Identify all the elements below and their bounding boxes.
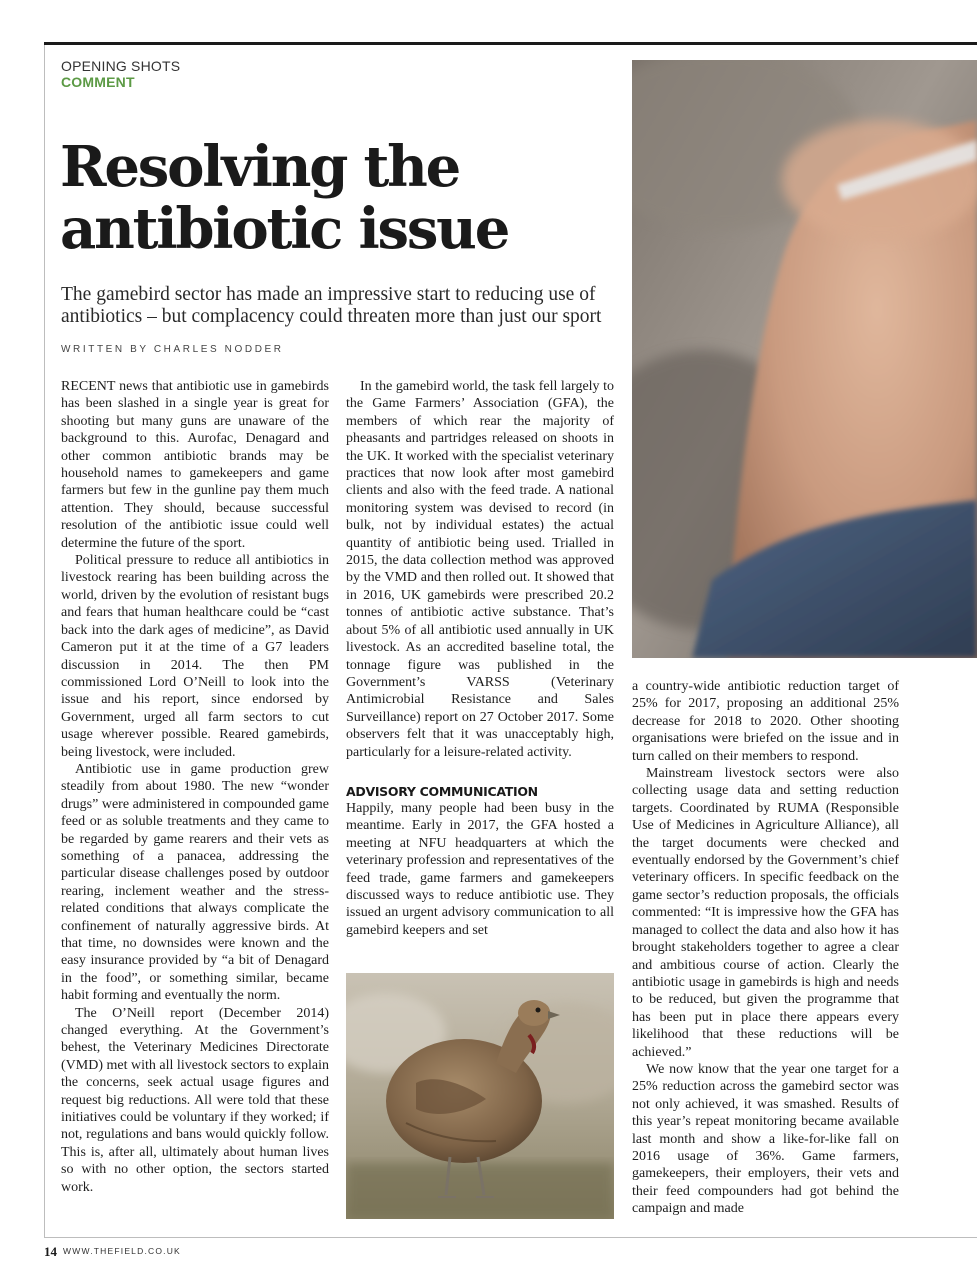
section-header	[61, 58, 180, 90]
page-number: 14	[44, 1244, 57, 1259]
section-sub-label: COMMENT	[61, 74, 135, 90]
paragraph: a country-wide antibiotic reduction target of 25% for 2017, proposing an additional 25% decrease for 2018 to 2020. Other shooting organisations were briefed on the issue and in turn called on their members to respond.	[632, 679, 899, 764]
body-column-2	[346, 378, 614, 939]
paragraph: Political pressure to reduce all antibiotics in livestock rearing has been building across the world, driven by the evolution of resistant bugs and fears that human healthcare could be “cast back into the dark ages of medicine”, as David Cameron put it at the time of a G7 leaders discussion in 2014. The then PM commissioned Lord O’Neill to look into the issue and his report, since endorsed by Government, urged all farm sectors to cut usage wherever possible. Reared gamebirds, being livestock, were included.	[61, 553, 329, 760]
paragraph: The O’Neill report (December 2014) changed everything. At the Government’s behest, the Veterinary Medicines Directorate (VMD) met with all livestock sectors to explain the concerns, seek actual usage figures and request big reductions. All were told that these initiatives could be voluntary if they worked; if not, regulations and bans would quickly follow. This is, after all, ultimately about human lives so with no other option, the sectors started work.	[61, 1005, 329, 1195]
left-margin-rule	[44, 45, 45, 1237]
paragraph: RECENT news that antibiotic use in gamebirds has been slashed in a single year is great for shooting but many guns are unaware of the background to this. Aurofac, Denagard and other common antibiotic brands may be household names to gamekeepers and game farmers but few in the gunline pay them much attention. They should, because successful resolution of the antibiotic issue could well determine the future of the sport.	[61, 379, 329, 551]
section-label: OPENING SHOTS	[61, 58, 181, 74]
top-rule	[44, 42, 977, 45]
hero-photo-hand-with-syringe	[632, 60, 977, 658]
paragraph: We now know that the year one target for a 25% reduction across the gamebird sector was not only achieved, it was smashed. Results of this year’s repeat monitoring became available last month and show a like-for-like fall on 2016 usage of 36%. Game farmers, gamekeepers, their employers, their vets and their feed compounders had got behind the campaign and made	[632, 1061, 899, 1217]
headline-line-2: antibiotic issue	[60, 196, 509, 262]
byline: WRITTEN BY CHARLES NODDER	[61, 344, 284, 355]
footer-website: WWW.THEFIELD.CO.UK	[63, 1246, 181, 1256]
paragraph: Antibiotic use in game production grew steadily from about 1980. The new “wonder drugs” were administered in compounded game feed or as soluble treatments and they came to be regarded by game rearers and their vets as something of a panacea, addressing the particular disease challenges posed by outdoor rearing, inclement weather and the stress-related conditions that always complicate the confinement of naturally aggressive birds. At that time, no downsides were known and the easy insurance provided by “a bit of Denagard in the food”, or something similar, became habit forming and eventually the norm.	[61, 761, 329, 1004]
paragraph: In the gamebird world, the task fell largely to the Game Farmers’ Association (GFA), the members of which rear the majority of pheasants and partridges released on shoots in the UK. It worked with the specialist veterinary practices that now look after most gamebird clients and also with the feed trade. A national monitoring system was devised to record (in bulk, not by individual estates) the actual quantity of antibiotic being used. Trialled in 2015, the data collection method was approved by the VMD and then rolled out. It showed that in 2016, UK gamebirds were prescribed 20.2 tonnes of antibiotic active substance. That’s about 5% of all antibiotic used annually in UK livestock. As an accredited baseline total, the tonnage figure was published in the Government’s VARSS (Veterinary Antimicrobial Resistance and Sales Surveillance) report on 27 October 2017. Some observers felt that it was unacceptably high, particularly for a leisure-related activity.	[346, 379, 614, 760]
headline-line-1: Resolving the	[60, 134, 460, 200]
headline	[60, 136, 620, 260]
footer-rule	[44, 1237, 977, 1238]
paragraph: Happily, many people had been busy in the meantime. Early in 2017, the GFA hosted a meeting at NFU headquarters at which the veterinary profession and representatives of the feed trade, game farmers and gamekeepers discussed ways to reduce antibiotic use. They issued an urgent advisory communication to all gamebird keepers and set	[346, 800, 614, 938]
standfirst: The gamebird sector has made an impressive start to reducing use of antibiotics – but complacency could threaten more than just our sport	[61, 284, 602, 327]
pheasant-photo	[346, 973, 614, 1219]
paragraph: Mainstream livestock sectors were also collecting usage data and setting reduction targets. Coordinated by RUMA (Responsible Use of Medicines in Agriculture Alliance), all the target documents were checked and eventually endorsed by the Government’s chief veterinary officers. In specific feedback on the game sector’s reduction proposals, the officials commented: “It is impressive how the GFA has managed to collect the data and also how it has brought stakeholders together to agree a clear and ambitious course of action. Clearly the antibiotic usage in gamebirds is high and needs to be reduced, but given the programme that has been put in place there appears every likelihood that these reductions will be achieved.”	[632, 766, 899, 1060]
body-column-3	[632, 678, 899, 1218]
subheading: ADVISORY COMMUNICATION	[346, 783, 538, 799]
body-column-1	[61, 378, 329, 1196]
